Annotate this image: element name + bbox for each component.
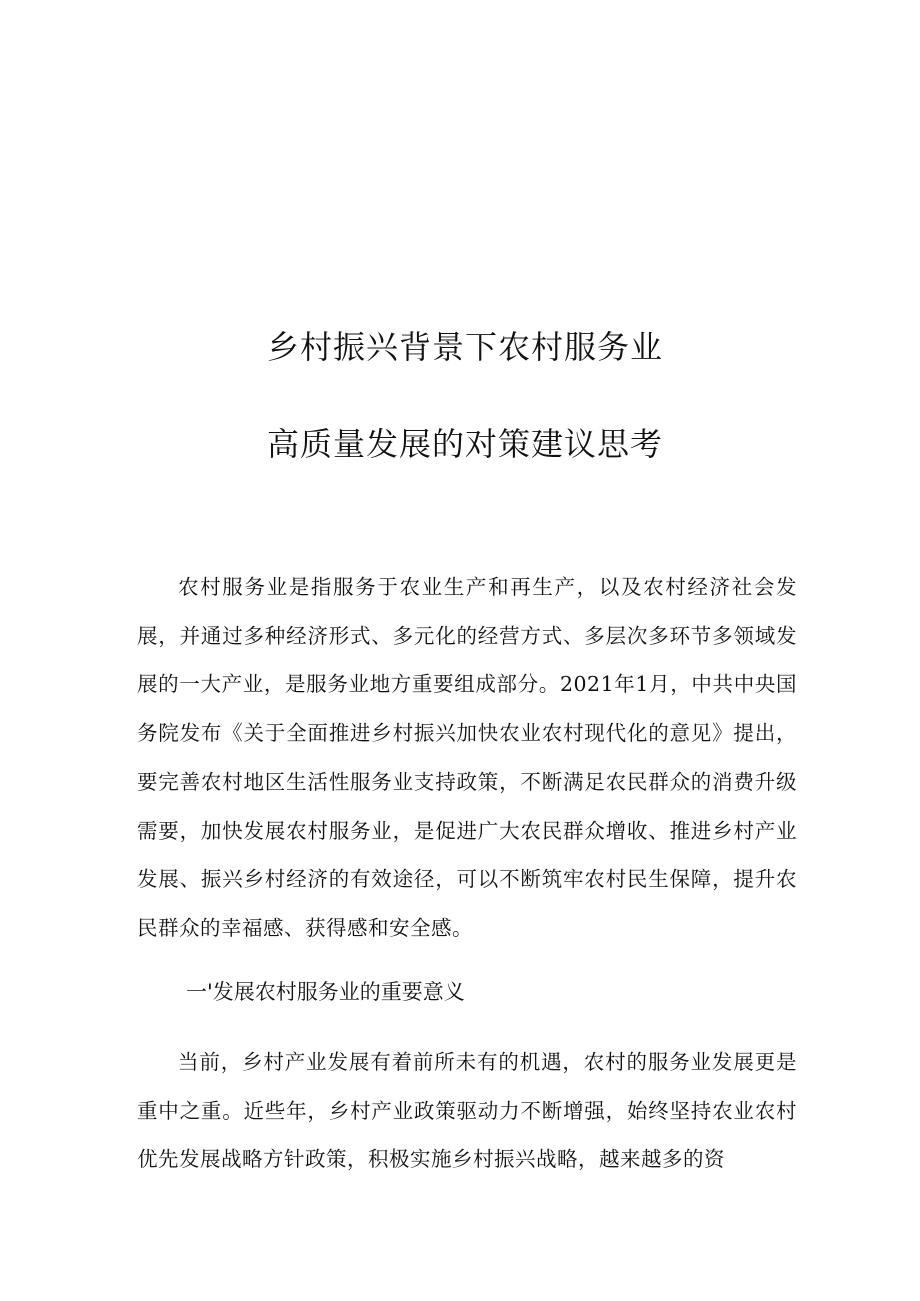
- section-paragraph: 当前，乡村产业发展有着前所未有的机遇，农村的服务业发展更是重中之重。近些年，乡村产业政策驱动力不断增强，始终坚持农业农村优先发展战略方针政策，积极实施乡村振兴战略，越来越多的资: [137, 1050, 797, 1172]
- intro-paragraph: 农村服务业是指服务于农业生产和再生产，以及农村经济社会发展，并通过多种经济形式、多元化的经营方式、多层次多环节多领域发展的一大产业，是服务业地方重要组成部分。2021年1月，中共中央国务院发布《关于全面推进乡村振兴加快农业农村现代化的意见》提出，要完善农村地区生活性服务业支持政策，不断满足农民群众的消费升级需要，加快发展农村服务业，是促进广大农民群众增收、推进乡村产业发展、振兴乡村经济的有效途径，可以不断筑牢农村民生保障，提升农民群众的幸福感、获得感和安全感。: [137, 575, 797, 940]
- section-heading: 一'发展农村服务业的重要意义: [186, 980, 465, 1004]
- document-title-line-2: 高质量发展的对策建议思考: [266, 425, 663, 463]
- document-title-line-1: 乡村振兴背景下农村服务业: [266, 328, 663, 366]
